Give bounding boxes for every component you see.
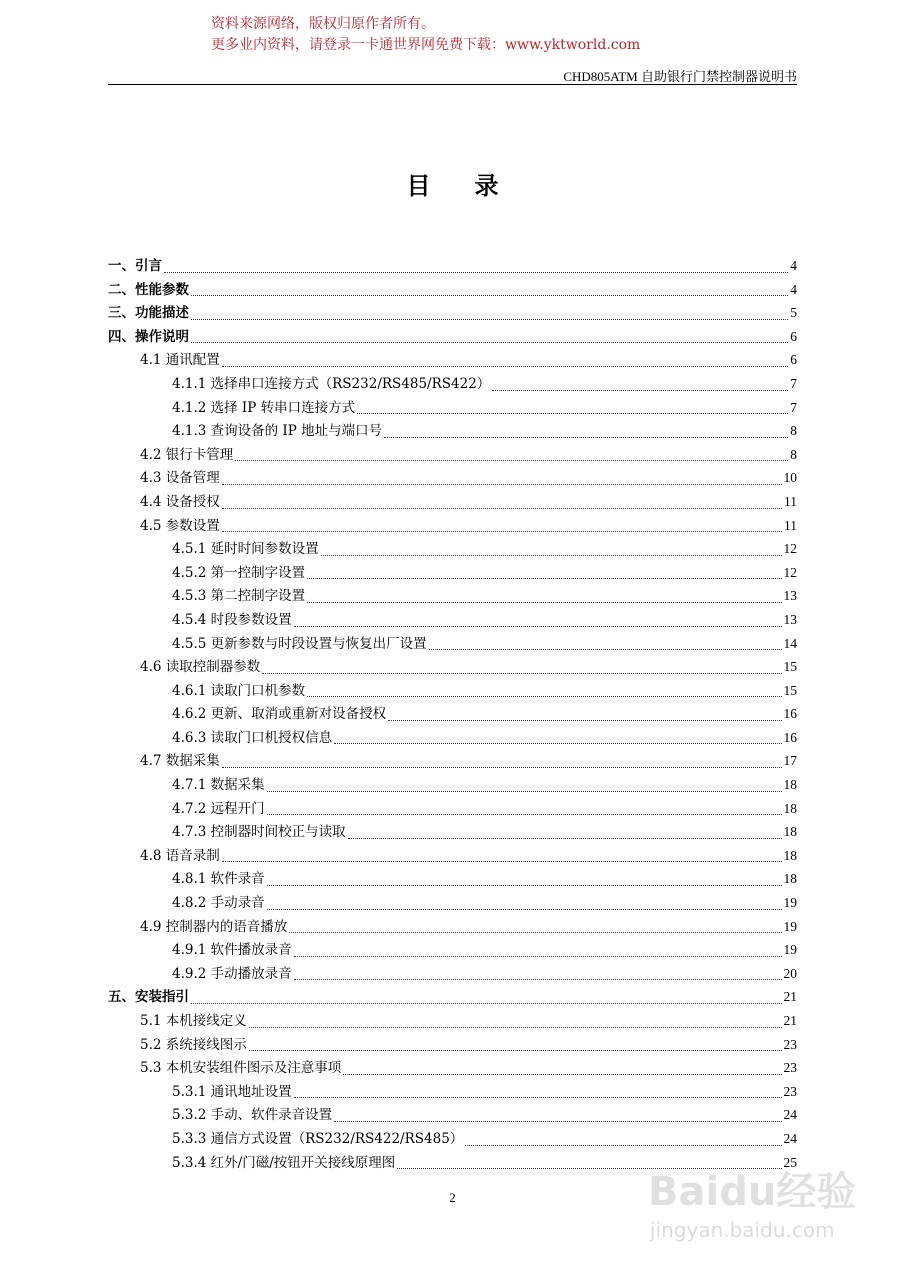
toc-entry-label: 4.7.1 数据采集 xyxy=(172,777,265,794)
toc-dot-leader xyxy=(343,1074,781,1075)
toc-entry-page: 8 xyxy=(790,446,797,462)
toc-dot-leader xyxy=(191,1003,782,1004)
toc-entry[interactable] xyxy=(108,1127,797,1151)
toc-entry[interactable] xyxy=(108,1009,797,1033)
toc-entry-page: 20 xyxy=(783,965,797,981)
notice-line-2: 更多业内资料，请登录一卡通世界网免费下载：www.yktworld.com xyxy=(211,37,641,53)
toc-entry[interactable] xyxy=(108,443,797,467)
toc-entry-label: 5.3.4 红外/门磁/按钮开关接线原理图 xyxy=(172,1154,396,1171)
toc-entry-page: 21 xyxy=(783,1013,797,1028)
toc-entry[interactable] xyxy=(108,419,797,443)
toc-entry-page: 10 xyxy=(783,470,797,486)
table-of-contents xyxy=(108,254,797,1174)
toc-dot-leader xyxy=(465,1145,781,1146)
toc-dot-leader xyxy=(307,578,781,579)
toc-entry[interactable] xyxy=(108,278,797,302)
toc-entry-label: 4.6 读取控制器参数 xyxy=(140,659,261,676)
toc-entry-page: 18 xyxy=(783,777,797,793)
toc-dot-leader xyxy=(294,1097,782,1098)
toc-entry-label: 4.1.1 选择串口连接方式（RS232/RS485/RS422） xyxy=(172,375,491,392)
toc-dot-leader xyxy=(492,390,788,391)
toc-entry-label: 4.6.2 更新、取消或重新对设备授权 xyxy=(172,706,387,723)
toc-entry-label: 三、功能描述 xyxy=(108,305,189,322)
toc-entry-label: 4.9.2 手动播放录音 xyxy=(172,965,292,982)
toc-heading: 目录 xyxy=(406,171,543,200)
toc-entry-label: 4.1.3 查询设备的 IP 地址与端口号 xyxy=(172,423,383,440)
toc-entry-page: 6 xyxy=(790,328,797,344)
toc-dot-leader xyxy=(321,555,782,556)
toc-entry-page: 7 xyxy=(790,399,797,415)
toc-entry-label: 4.7.3 控制器时间校正与读取 xyxy=(172,824,346,841)
toc-entry-page: 23 xyxy=(783,1083,797,1099)
toc-entry[interactable] xyxy=(108,867,797,891)
toc-entry[interactable] xyxy=(108,1033,797,1057)
toc-dot-leader xyxy=(222,366,788,367)
toc-entry-label: 4.5.3 第二控制字设置 xyxy=(172,588,306,605)
toc-entry-page: 18 xyxy=(783,847,797,863)
toc-entry-page: 4 xyxy=(790,281,797,297)
toc-entry-label: 5.3 本机安装组件图示及注意事项 xyxy=(140,1060,342,1077)
toc-entry[interactable] xyxy=(108,702,797,726)
toc-entry[interactable] xyxy=(108,584,797,608)
toc-entry-page: 11 xyxy=(784,493,797,509)
toc-entry-label: 5.2 系统接线图示 xyxy=(140,1036,247,1053)
document-title: CHD805ATM 自助银行门禁控制器说明书 xyxy=(563,69,797,84)
toc-entry-page: 21 xyxy=(783,989,797,1005)
toc-dot-leader xyxy=(348,838,782,839)
toc-entry-page: 13 xyxy=(783,588,797,604)
toc-dot-leader xyxy=(334,1121,781,1122)
toc-entry-label: 4.4 设备授权 xyxy=(140,493,220,510)
toc-entry-label: 4.9.1 软件播放录音 xyxy=(172,942,292,959)
toc-entry-label: 4.6.1 读取门口机参数 xyxy=(172,682,306,699)
toc-entry[interactable] xyxy=(108,773,797,797)
toc-dot-leader xyxy=(267,909,782,910)
toc-entry-page: 18 xyxy=(783,824,797,840)
toc-dot-leader xyxy=(191,319,788,320)
toc-entry[interactable] xyxy=(108,726,797,750)
toc-entry-label: 五、安装指引 xyxy=(108,989,189,1006)
toc-entry[interactable] xyxy=(108,1056,797,1080)
toc-dot-leader xyxy=(294,626,782,627)
toc-dot-leader xyxy=(384,437,788,438)
toc-entry-page: 25 xyxy=(783,1154,797,1170)
toc-entry[interactable] xyxy=(108,655,797,679)
toc-dot-leader xyxy=(222,508,782,509)
toc-dot-leader xyxy=(267,791,782,792)
toc-entry-page: 13 xyxy=(783,611,797,627)
toc-entry-page: 24 xyxy=(783,1107,797,1123)
toc-dot-leader xyxy=(429,649,782,650)
baidu-jingyan-watermark-url: jingyan.baidu.com xyxy=(650,1218,835,1242)
header-rule xyxy=(108,84,797,85)
toc-entry-label: 4.8 语音录制 xyxy=(140,847,220,864)
toc-entry[interactable] xyxy=(108,844,797,868)
toc-entry-page: 18 xyxy=(783,871,797,887)
toc-entry-page: 8 xyxy=(790,423,797,439)
toc-entry-page: 15 xyxy=(783,659,797,675)
toc-entry-page: 6 xyxy=(790,352,797,368)
toc-entry-label: 4.1.2 选择 IP 转串口连接方式 xyxy=(172,399,356,416)
toc-entry-label: 4.7.2 远程开门 xyxy=(172,800,265,817)
toc-dot-leader xyxy=(334,743,781,744)
toc-entry-label: 4.8.2 手动录音 xyxy=(172,895,265,912)
notice-line-1: 资料来源网络，版权归原作者所有。 xyxy=(211,16,435,32)
baidu-jingyan-watermark-logo: Baidu经验 xyxy=(648,1169,857,1215)
toc-dot-leader xyxy=(307,602,781,603)
toc-entry[interactable] xyxy=(108,1080,797,1104)
toc-entry-label: 5.1 本机接线定义 xyxy=(140,1013,247,1029)
toc-entry-page: 18 xyxy=(783,800,797,816)
toc-entry-label: 4.5.1 延时时间参数设置 xyxy=(172,541,319,558)
toc-dot-leader xyxy=(267,814,782,815)
toc-entry-label: 4.5.5 更新参数与时段设置与恢复出厂设置 xyxy=(172,635,427,652)
toc-entry-page: 24 xyxy=(783,1130,797,1146)
toc-dot-leader xyxy=(294,956,782,957)
toc-dot-leader xyxy=(249,1027,782,1028)
toc-entry-page: 15 xyxy=(783,682,797,698)
toc-dot-leader xyxy=(294,979,782,980)
toc-dot-leader xyxy=(191,342,788,343)
toc-dot-leader xyxy=(249,1050,782,1051)
toc-dot-leader xyxy=(267,885,782,886)
toc-dot-leader xyxy=(357,413,788,414)
toc-entry-page: 16 xyxy=(783,729,797,745)
page-number: 2 xyxy=(449,1190,456,1205)
toc-dot-leader xyxy=(262,673,781,674)
toc-entry[interactable] xyxy=(108,396,797,420)
toc-entry[interactable] xyxy=(108,608,797,632)
toc-entry[interactable] xyxy=(108,1103,797,1127)
toc-entry-page: 4 xyxy=(790,258,797,273)
toc-entry-page: 14 xyxy=(783,635,797,651)
toc-dot-leader xyxy=(222,767,782,768)
toc-entry-page: 23 xyxy=(783,1060,797,1076)
toc-entry[interactable] xyxy=(108,325,797,349)
toc-entry-page: 12 xyxy=(783,541,797,557)
toc-entry[interactable] xyxy=(108,490,797,514)
toc-entry[interactable] xyxy=(108,348,797,372)
toc-entry[interactable] xyxy=(108,820,797,844)
toc-entry[interactable] xyxy=(108,679,797,703)
toc-dot-leader xyxy=(191,295,788,296)
toc-entry-page: 16 xyxy=(783,706,797,722)
toc-dot-leader xyxy=(388,720,781,721)
toc-entry[interactable] xyxy=(108,254,797,278)
toc-entry-label: 4.1 通讯配置 xyxy=(140,352,220,369)
toc-entry[interactable] xyxy=(108,962,797,986)
toc-entry[interactable] xyxy=(108,749,797,773)
toc-entry[interactable] xyxy=(108,797,797,821)
toc-entry-page: 11 xyxy=(784,517,797,533)
toc-entry[interactable] xyxy=(108,985,797,1009)
toc-dot-leader xyxy=(307,696,781,697)
toc-entry-page: 23 xyxy=(783,1036,797,1052)
toc-entry-label: 4.3 设备管理 xyxy=(140,470,220,487)
toc-dot-leader xyxy=(164,272,788,273)
toc-entry-page: 7 xyxy=(790,375,797,391)
toc-entry[interactable] xyxy=(108,301,797,325)
toc-dot-leader xyxy=(222,531,782,532)
toc-dot-leader xyxy=(222,861,782,862)
toc-entry[interactable] xyxy=(108,514,797,538)
toc-entry-page: 12 xyxy=(783,564,797,580)
toc-entry-label: 4.7 数据采集 xyxy=(140,753,220,770)
toc-entry-label: 4.5.4 时段参数设置 xyxy=(172,611,292,628)
toc-entry-label: 5.3.1 通讯地址设置 xyxy=(172,1083,292,1100)
toc-entry-page: 19 xyxy=(783,895,797,911)
toc-entry-label: 4.2 银行卡管理 xyxy=(140,446,234,463)
toc-entry-label: 4.5.2 第一控制字设置 xyxy=(172,564,306,581)
toc-entry[interactable] xyxy=(108,537,797,561)
toc-entry-label: 4.5 参数设置 xyxy=(140,517,220,534)
toc-entry-label: 5.3.2 手动、软件录音设置 xyxy=(172,1107,333,1124)
toc-entry-page: 17 xyxy=(783,753,797,769)
toc-entry[interactable] xyxy=(108,891,797,915)
toc-entry-label: 4.6.3 读取门口机授权信息 xyxy=(172,729,333,746)
toc-entry[interactable] xyxy=(108,632,797,656)
toc-dot-leader xyxy=(289,932,781,933)
toc-entry-label: 四、操作说明 xyxy=(108,328,189,345)
toc-entry-label: 4.8.1 软件录音 xyxy=(172,871,265,888)
toc-entry[interactable] xyxy=(108,466,797,490)
toc-entry[interactable] xyxy=(108,938,797,962)
toc-entry-page: 19 xyxy=(783,918,797,934)
toc-entry[interactable] xyxy=(108,561,797,585)
toc-entry-label: 4.9 控制器内的语音播放 xyxy=(140,918,288,935)
toc-entry[interactable] xyxy=(108,372,797,396)
toc-entry[interactable] xyxy=(108,915,797,939)
toc-entry-label: 二、性能参数 xyxy=(108,281,189,298)
toc-dot-leader xyxy=(222,484,782,485)
toc-dot-leader xyxy=(235,460,788,461)
toc-entry-page: 5 xyxy=(790,305,797,321)
toc-entry-page: 19 xyxy=(783,942,797,958)
toc-entry-label: 5.3.3 通信方式设置（RS232/RS422/RS485） xyxy=(172,1130,464,1147)
toc-entry-label: 一、引言 xyxy=(108,258,162,274)
source-notice xyxy=(211,14,640,56)
